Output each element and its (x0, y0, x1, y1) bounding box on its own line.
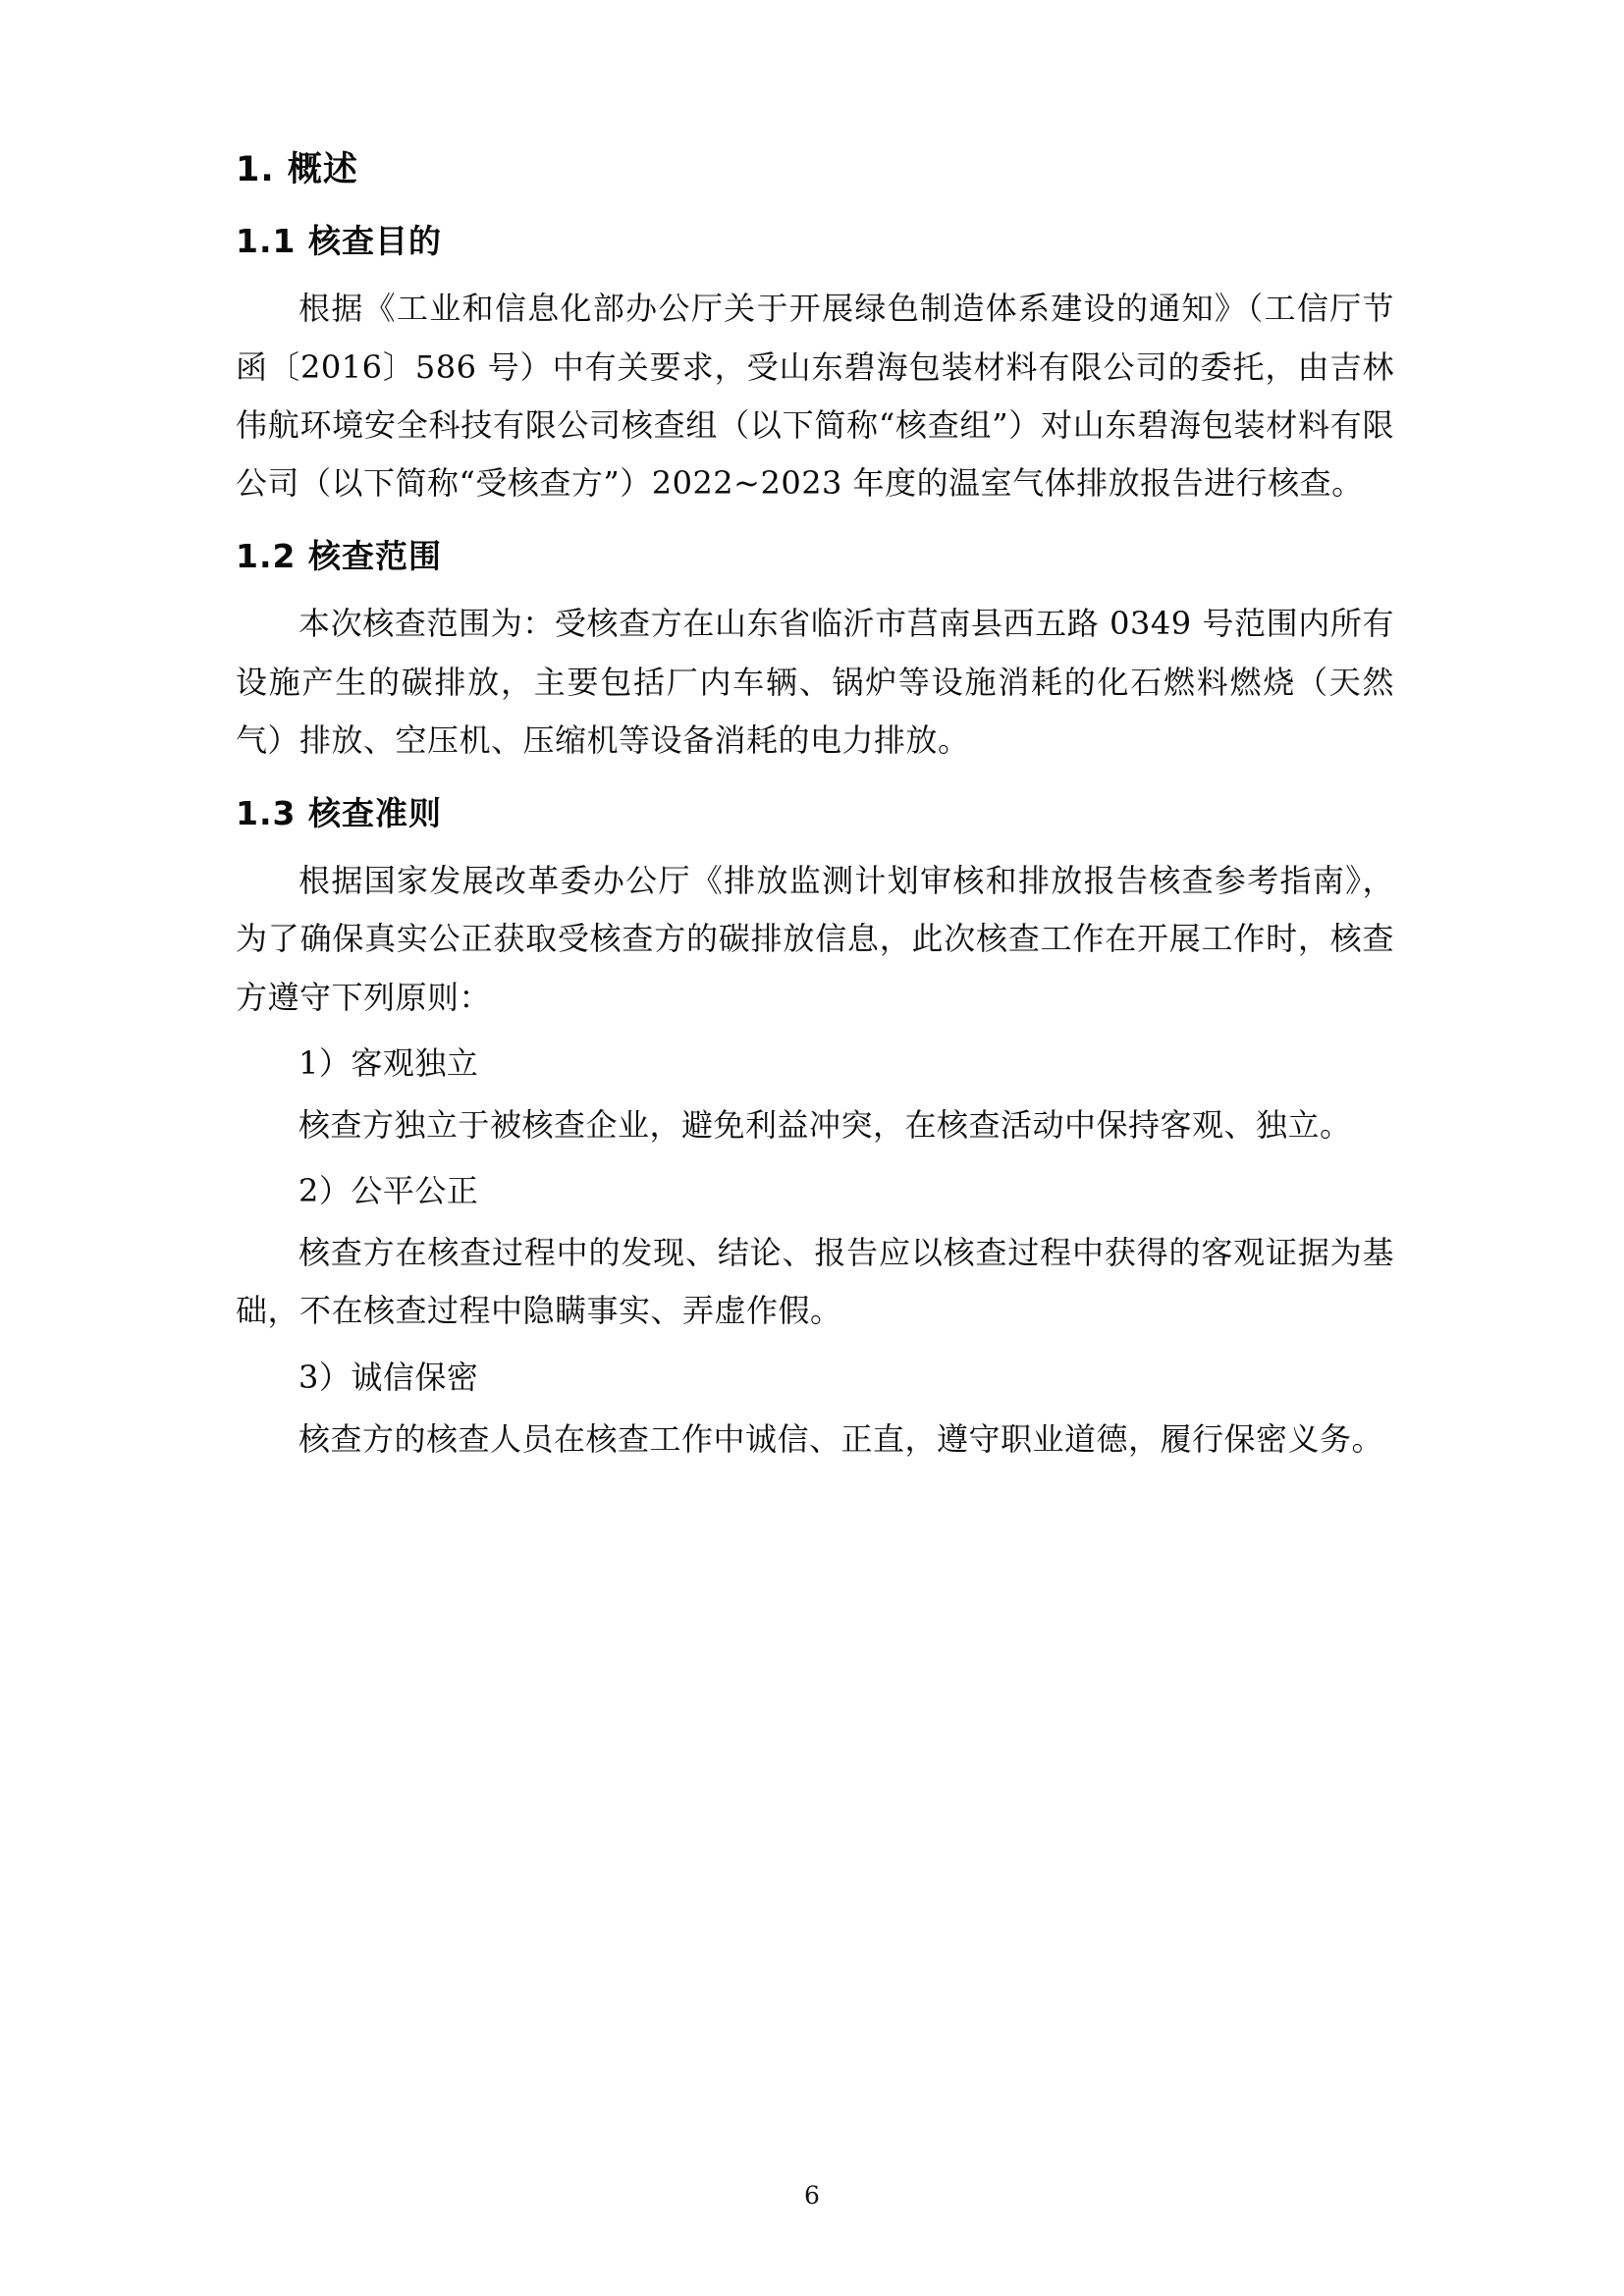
principle-text-3: 核查方的核查人员在核查工作中诚信、正直，遵守职业道德，履行保密义务。 (298, 1419, 1384, 1458)
section-heading-1: 1. 概述 (236, 150, 358, 189)
paragraph-scope: 本次核查范围为：受核查方在山东省临沂市莒南县西五路 0349 号范围内所有设施产生的碳排放，主要包括厂内车辆、锅炉等设施消耗的化石燃料燃烧（天然气）排放、空压机、压缩机等设备消耗的电力排放。 (236, 605, 1394, 759)
principle-text-1: 核查方独立于被核查企业，避免利益冲突，在核查活动中保持客观、独立。 (298, 1105, 1352, 1144)
principle-head-2: 2）公平公正 (298, 1172, 479, 1210)
principle-text-2: 核查方在核查过程中的发现、结论、报告应以核查过程中获得的客观证据为基础，不在核查过程中隐瞒事实、弄虚作假。 (236, 1234, 1394, 1330)
principle-head-3: 3）诚信保密 (298, 1358, 479, 1396)
subsection-heading-1-2: 1.2 核查范围 (236, 537, 442, 576)
paragraph-purpose: 根据《工业和信息化部办公厅关于开展绿色制造体系建设的通知》（工信厅节函〔2016〕586 号）中有关要求，受山东碧海包装材料有限公司的委托，由吉林伟航环境安全科技有限公司核查组（以下简称“核查组”）对山东碧海包装材料有限公司（以下简称“受核查方”）2022~2023 年度的温室气体排放报告进行核查。 (236, 290, 1394, 502)
principle-head-1: 1）客观独立 (298, 1043, 479, 1082)
subsection-heading-1-1: 1.1 核查目的 (236, 222, 442, 261)
paragraph-criteria: 根据国家发展改革委办公厅《排放监测计划审核和排放报告核查参考指南》，为了确保真实公正获取受核查方的碳排放信息，此次核查工作在开展工作时，核查方遵守下列原则： (236, 862, 1394, 1016)
page-content (236, 147, 1394, 1468)
page-number: 6 (804, 2181, 820, 2210)
subsection-heading-1-3: 1.3 核查准则 (236, 793, 442, 832)
